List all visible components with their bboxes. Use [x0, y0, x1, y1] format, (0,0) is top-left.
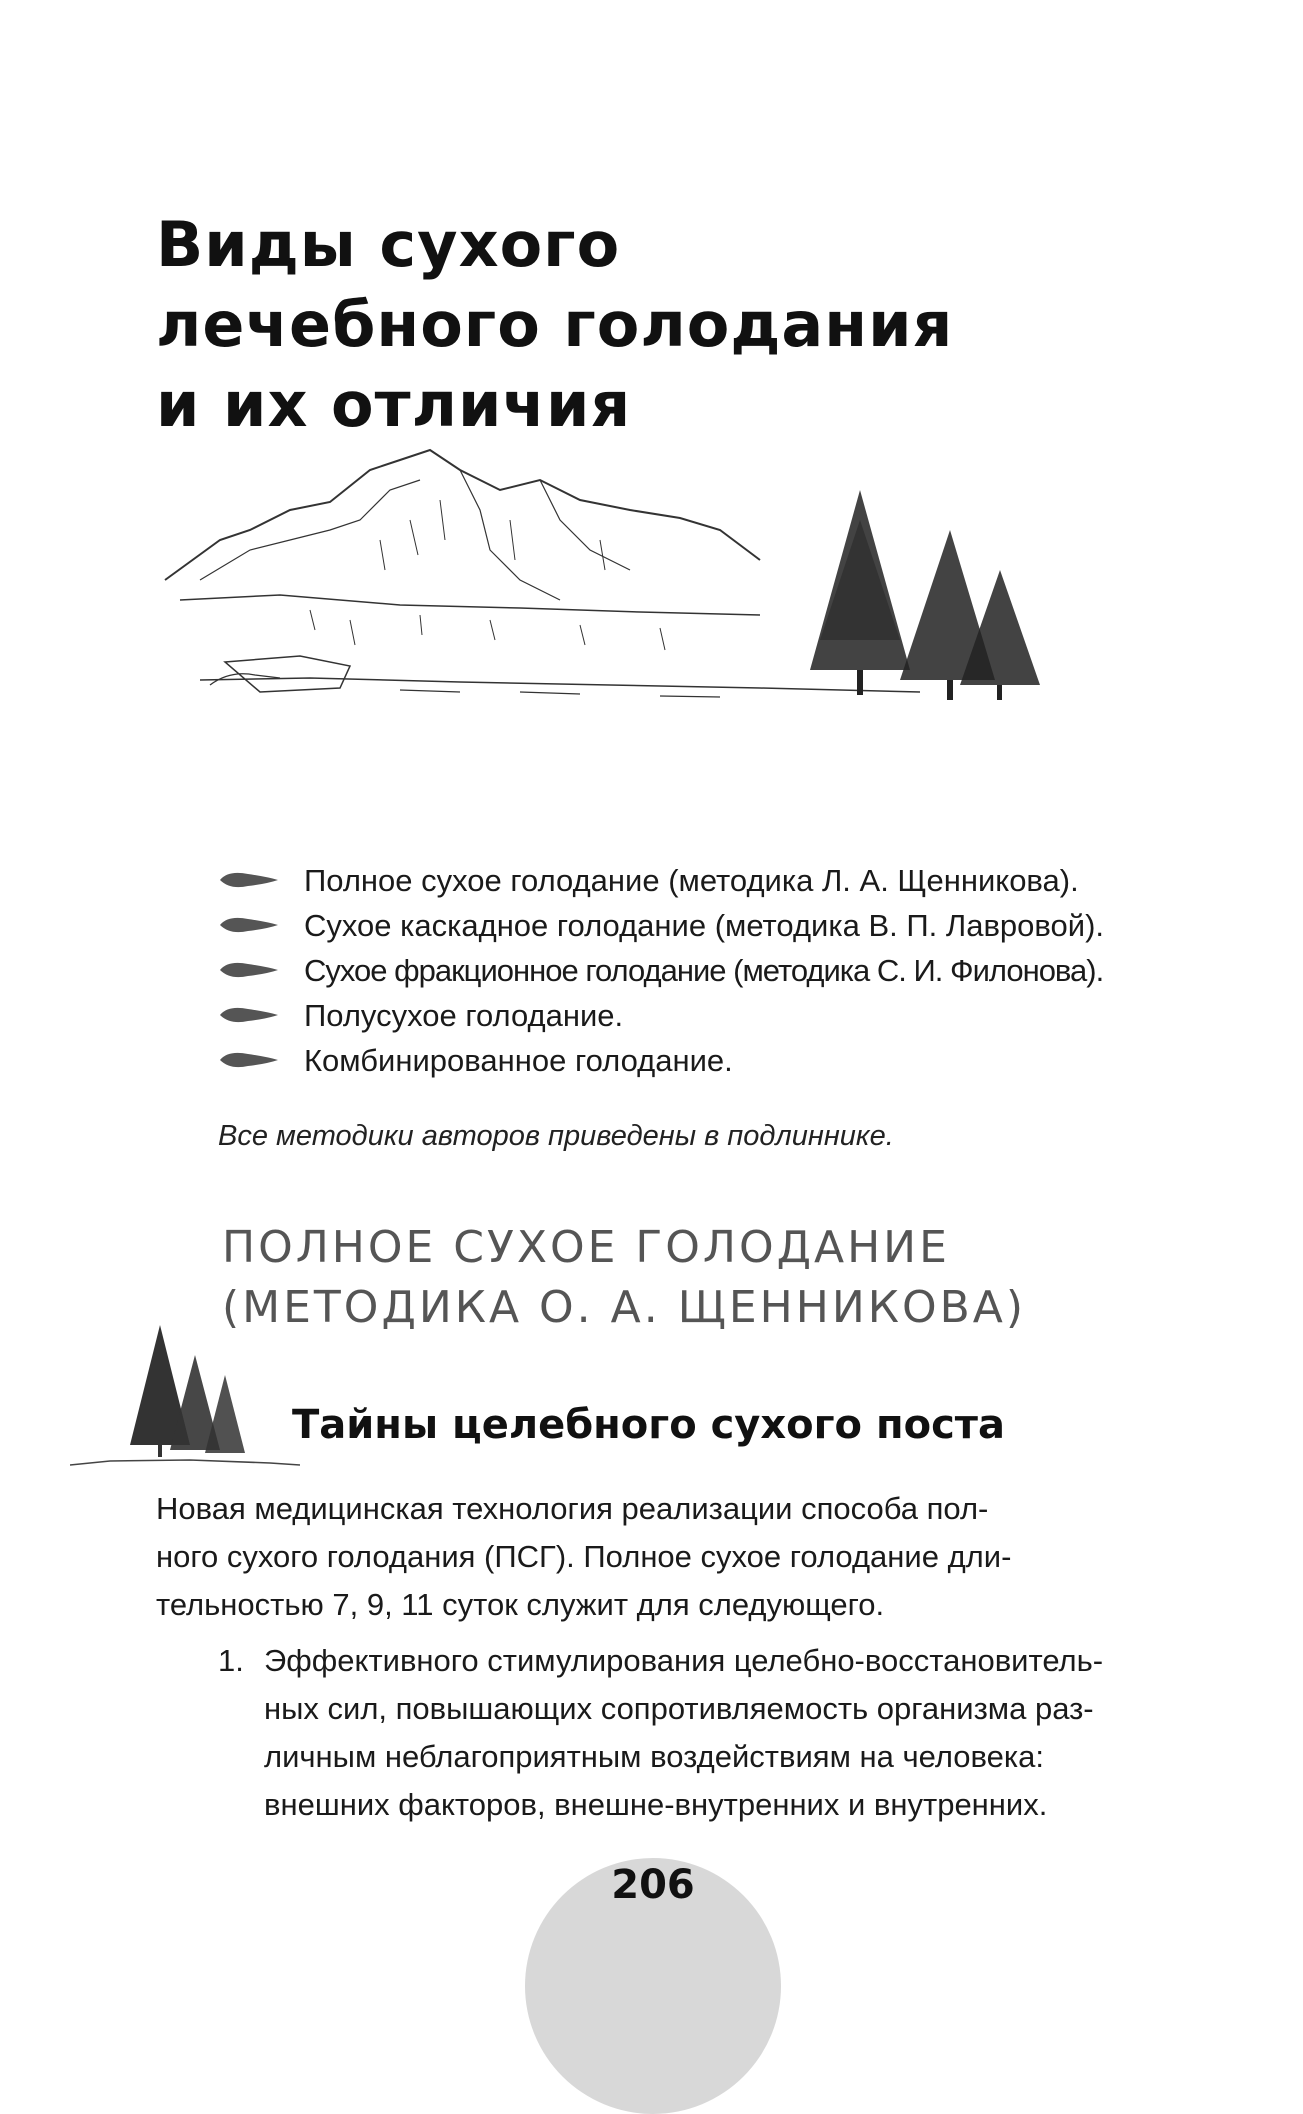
mountains-and-fir-trees-illustration	[160, 430, 1080, 760]
list-item	[218, 858, 1218, 903]
subheading: Тайны целебного сухого поста	[292, 1402, 1005, 1448]
list-item-text: Сухое каскадное голодание (методика В. П. Лавровой).	[304, 908, 1105, 943]
paragraph-line: тельностью 7, 9, 11 суток служит для следующего.	[156, 1587, 885, 1622]
body-paragraph	[156, 1485, 1156, 1629]
list-item	[218, 993, 1218, 1038]
list-item	[218, 903, 1218, 948]
list-line: внешних факторов, внешне-внутренних и внутренних.	[264, 1787, 1048, 1822]
list-item	[218, 1038, 1218, 1083]
list-item-text: Полное сухое голодание (методика Л. А. Щенникова).	[304, 863, 1079, 898]
brush-stroke-bullet-icon	[218, 958, 280, 982]
section-heading	[222, 1218, 1122, 1338]
section-heading-line: ПОЛНОЕ СУХОЕ ГОЛОДАНИЕ	[222, 1222, 950, 1273]
list-item-text	[264, 1637, 1164, 1829]
list-line: Эффективного стимулирования целебно-восстановитель-	[264, 1643, 1104, 1678]
paragraph-line: Новая медицинская технология реализации способа пол-	[156, 1491, 989, 1526]
list-item-text: Сухое фракционное голодание (методика С. И. Филонова).	[304, 953, 1104, 988]
list-item-text: Комбинированное голодание.	[304, 1043, 733, 1078]
title-line: Виды сухого	[156, 208, 621, 281]
brush-stroke-bullet-icon	[218, 868, 280, 892]
title-line: лечебного голодания	[156, 288, 954, 361]
page-title	[156, 205, 956, 445]
italic-note: Все методики авторов приведены в подлиннике.	[218, 1120, 894, 1152]
title-line: и их отличия	[156, 368, 632, 441]
list-number: 1.	[218, 1643, 244, 1678]
list-item	[218, 948, 1218, 993]
page-number: 206	[611, 1862, 695, 1908]
methods-list	[218, 858, 1218, 1083]
brush-stroke-bullet-icon	[218, 1048, 280, 1072]
list-line: ных сил, повышающих сопротивляемость организма раз-	[264, 1691, 1094, 1726]
list-item-text: Полусухое голодание.	[304, 998, 624, 1033]
fir-trees-icon	[70, 1315, 300, 1475]
brush-stroke-bullet-icon	[218, 913, 280, 937]
brush-stroke-bullet-icon	[218, 1003, 280, 1027]
paragraph-line: ного сухого голодания (ПСГ). Полное сухое голодание дли-	[156, 1539, 1012, 1574]
list-line: личным неблагоприятным воздействиям на человека:	[264, 1739, 1044, 1774]
section-heading-line: (МЕТОДИКА О. А. ЩЕННИКОВА)	[222, 1282, 1027, 1333]
